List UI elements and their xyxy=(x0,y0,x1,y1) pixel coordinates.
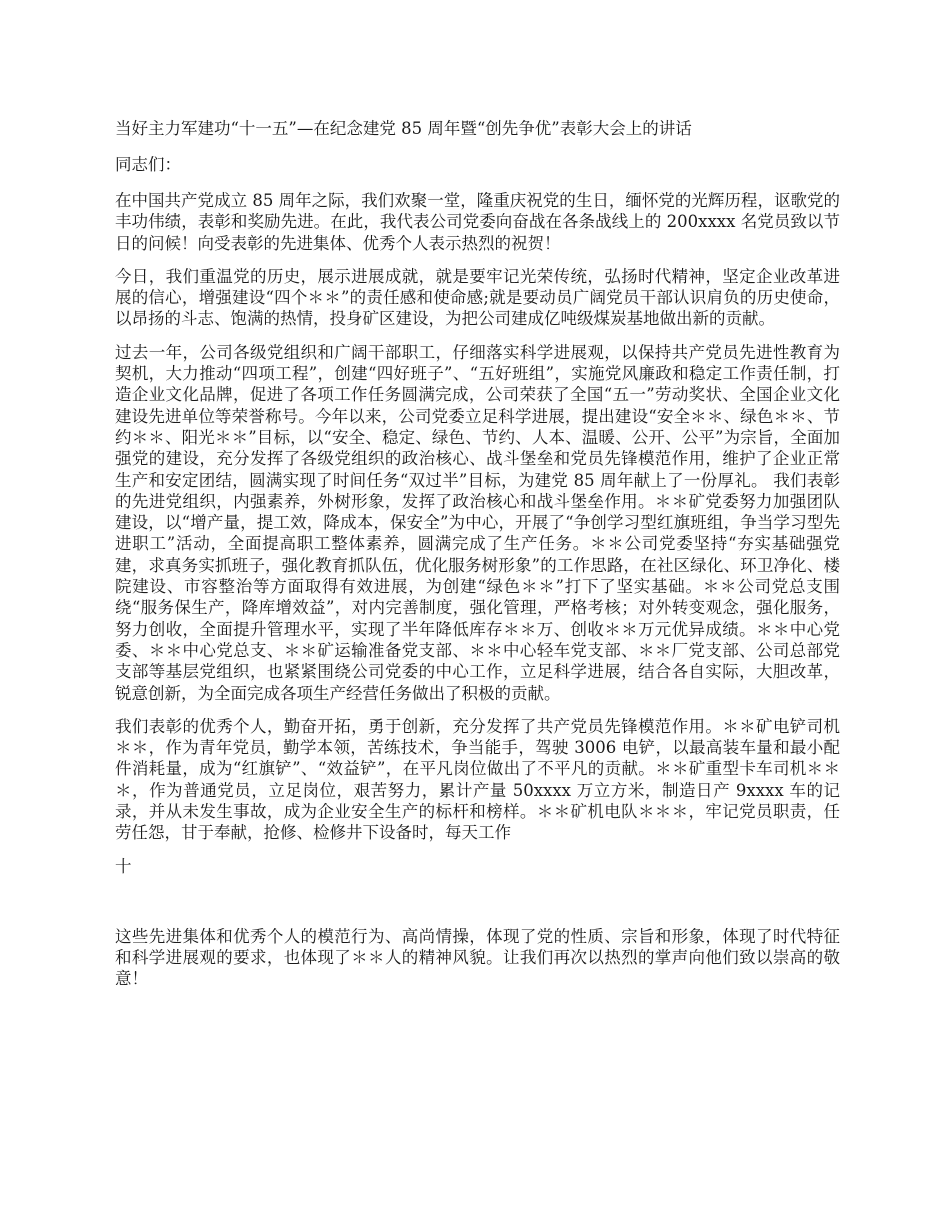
document-page xyxy=(115,118,840,1002)
spacer xyxy=(115,878,840,926)
salutation: 同志们： xyxy=(115,155,181,174)
paragraph-individuals: 我们表彰的优秀个人，勤奋开拓，勇于创新，充分发挥了共产党员先锋模范作用。＊＊矿电铲司机＊＊，作为青年党员，勤学本领，苦练技术，争当能手，驾驶 3006 电铲，以最高装车量和最小配件消耗量，成为“红旗铲”、“效益铲”，在平凡岗位做出了不平凡的贡献。＊＊矿重型卡车司机＊＊＊，作为普通党员，立足岗位，艰苦努力，累计产量 50xxxx 万立方米，制造日产 9xxxx 车的记录，并从未发生事故，成为企业安全生产的标杆和榜样。＊＊矿机电队＊＊＊，牢记党员职责，任劳任怨，甘于奉献，抢修、检修井下设备时，每天工作 xyxy=(115,716,840,843)
paragraph-intro: 在中国共产党成立 85 周年之际，我们欢聚一堂，隆重庆祝党的生日，缅怀党的光辉历程，讴歌党的丰功伟绩，表彰和奖励先进。在此，我代表公司党委向奋战在各条战线上的 200xxxx 名党员致以节日的问候！向受表彰的先进集体、优秀个人表示热烈的祝贺！ xyxy=(115,191,840,253)
paragraph-closing: 这些先进集体和优秀个人的模范行为、高尚情操，体现了党的性质、宗旨和形象，体现了时代特征和科学进展观的要求，也体现了＊＊人的精神风貌。让我们再次以热烈的掌声向他们致以崇高的敬意！ xyxy=(115,926,840,989)
document-title: 当好主力军建功“十一五”—在纪念建党 85 周年暨“创先争优”表彰大会上的讲话 xyxy=(115,119,692,138)
text-fragment: 十 xyxy=(115,856,132,876)
paragraph-history: 今日，我们重温党的历史，展示进展成就，就是要牢记光荣传统，弘扬时代精神，坚定企业改革进展的信心，增强建设“四个＊＊”的责任感和使命感;就是要动员广阔党员干部认识肩负的历史使命，以昂扬的斗志、饱满的热情，投身矿区建设，为把公司建成亿吨级煤炭基地做出新的贡献。 xyxy=(115,266,840,329)
paragraph-achievements: 过去一年，公司各级党组织和广阔干部职工，仔细落实科学进展观，以保持共产党员先进性教育为契机，大力推动“四项工程”，创建“四好班子”、“五好班组”，实施党风廉政和稳定工作责任制，打造企业文化品牌，促进了各项工作任务圆满完成，公司荣获了全国“五一”劳动奖状、全国企业文化建设先进单位等荣誉称号。今年以来，公司党委立足科学进展，提出建设“安全＊＊、绿色＊＊、节约＊＊、阳光＊＊”目标，以“安全、稳定、绿色、节约、人本、温暖、公开、公平”为宗旨，全面加强党的建设，充分发挥了各级党组织的政治核心、战斗堡垒和党员先锋模范作用，维护了企业正常生产和安定团结，圆满实现了时间任务“双过半”目标，为建党 85 周年献上了一份厚礼。 我们表彰的先进党组织，内强素养，外树形象，发挥了政治核心和战斗堡垒作用。＊＊矿党委努力加强团队建设，以“增产量，提工效，降成本，保安全”为中心，开展了“争创学习型红旗班组，争当学习型先进职工”活动，全面提高职工整体素养，圆满完成了生产任务。＊＊公司党委坚持“夯实基础强党建，求真务实抓班子，强化教育抓队伍，优化服务树形象”的工作思路，在社区绿化、环卫净化、楼院建设、市容整治等方面取得有效进展，为创建“绿色＊＊”打下了坚实基础。＊＊公司党总支围绕“服务保生产，降库增效益”，对内完善制度，强化管理，严格考核；对外转变观念，强化服务，努力创收，全面提升管理水平，实现了半年降低库存＊＊万、创收＊＊万元优异成绩。＊＊中心党委、＊＊中心党总支、＊＊矿运输准备党支部、＊＊中心轻车党支部、＊＊厂党支部、公司总部党支部等基层党组织，也紧紧围绕公司党委的中心工作，立足科学进展，结合各自实际，大胆改革，锐意创新，为全面完成各项生产经营任务做出了积极的贡献。 xyxy=(115,342,840,703)
